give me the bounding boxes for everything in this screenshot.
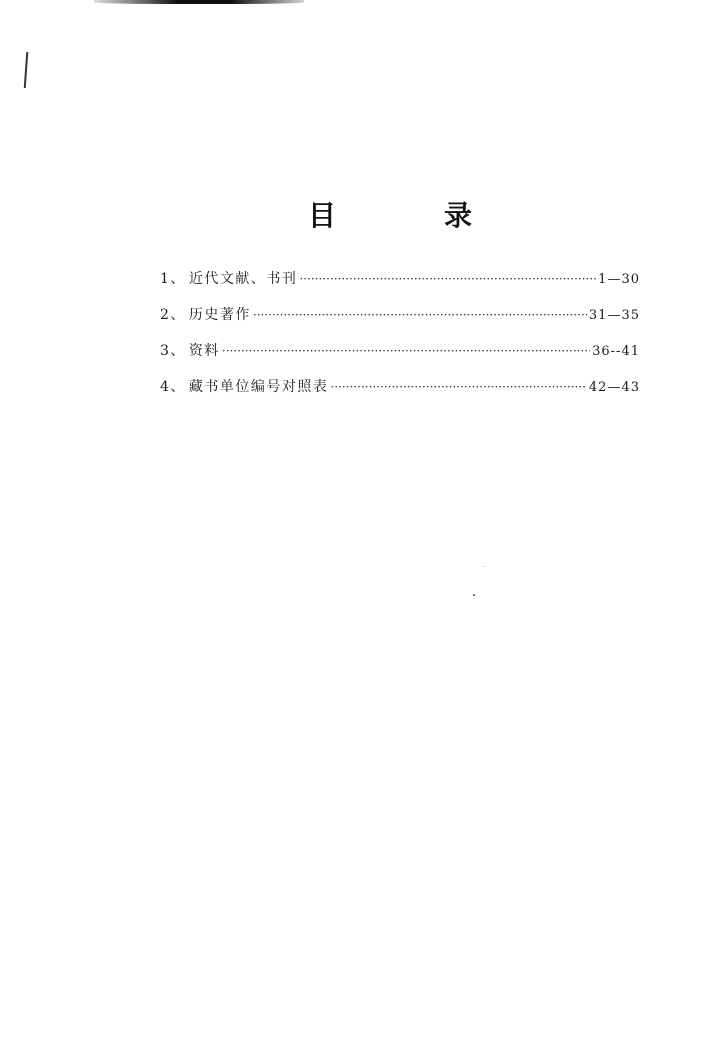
toc-entry-pages: 36--41 [592, 344, 640, 359]
scan-speck [473, 594, 475, 596]
toc-entry-number: 4 [160, 379, 171, 395]
table-of-contents [160, 268, 640, 412]
title-char-1: 目 [308, 199, 337, 232]
toc-entry-separator: 、 [170, 307, 186, 323]
margin-mark [24, 52, 29, 88]
toc-entry[interactable] [160, 376, 640, 412]
toc-dot-leader [299, 272, 596, 286]
toc-entry[interactable] [160, 268, 640, 304]
toc-entry-label: 藏书单位编号对照表 [188, 379, 329, 395]
toc-entry-separator: 、 [170, 379, 186, 395]
toc-entry-pages: 1—30 [598, 272, 640, 287]
toc-entry[interactable] [160, 304, 640, 340]
toc-entry-number: 1 [160, 271, 171, 287]
toc-entry-pages: 31—35 [588, 308, 640, 323]
toc-entry-separator: 、 [170, 271, 186, 287]
toc-entry-pages: 42—43 [588, 380, 640, 395]
toc-dot-leader [330, 380, 586, 394]
toc-entry-separator: 、 [170, 343, 186, 359]
toc-dot-leader [222, 344, 590, 358]
toc-dot-leader [253, 308, 587, 322]
toc-entry-label: 历史著作 [188, 307, 251, 323]
scan-speck [484, 566, 485, 567]
page-title [0, 194, 714, 238]
toc-entry[interactable] [160, 340, 640, 376]
toc-entry-number: 2 [160, 307, 171, 323]
toc-entry-label: 近代文献、书刊 [188, 271, 298, 287]
title-char-2: 录 [444, 199, 473, 232]
toc-entry-label: 资料 [188, 343, 220, 359]
toc-entry-number: 3 [160, 343, 171, 359]
scan-edge-mark [94, 0, 304, 4]
